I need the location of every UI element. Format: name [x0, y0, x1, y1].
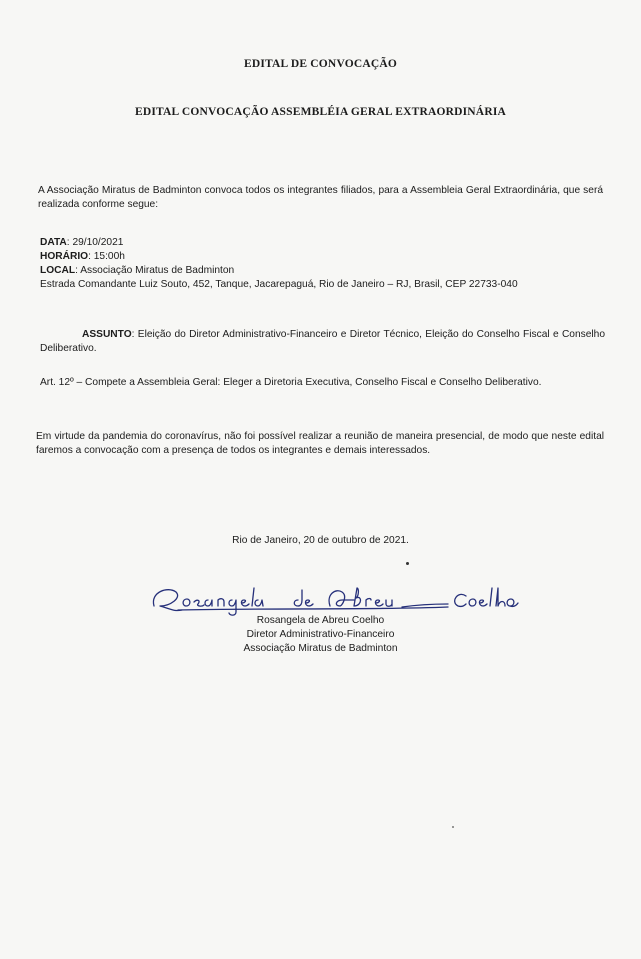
- time-value: : 15:00h: [88, 251, 125, 262]
- place-date: Rio de Janeiro, 20 de outubro de 2021.: [232, 535, 409, 546]
- document-subtitle: EDITAL CONVOCAÇÃO ASSEMBLÉIA GERAL EXTRAORDINÁRIA: [134, 106, 507, 118]
- subject-paragraph: [40, 328, 605, 356]
- document-title: EDITAL DE CONVOCAÇÃO: [243, 58, 398, 70]
- signatory-name: Rosangela de Abreu Coelho: [256, 615, 385, 626]
- date-label: DATA: [40, 237, 67, 248]
- article-paragraph: Art. 12º – Compete a Assembleia Geral: Eleger a Diretoria Executiva, Conselho Fiscal e Conselho Deliberativo.: [40, 377, 542, 388]
- time-line: [40, 250, 620, 264]
- speck: [406, 562, 409, 565]
- address-line: Estrada Comandante Luiz Souto, 452, Tanque, Jacarepaguá, Rio de Janeiro – RJ, Brasil, CEP 22733-040: [40, 279, 518, 290]
- signatory-block: [0, 614, 641, 656]
- subject-text: : Eleição do Diretor Administrativo-Financeiro e Diretor Técnico, Eleição do Conselho Fiscal e Conselho Deliberativo.: [40, 329, 605, 354]
- pandemic-paragraph: Em virtude da pandemia do coronavírus, não foi possível realizar a reunião de maneira presencial, de modo que neste edital faremos a convocação com a presença de todos os integrantes e demais interessados.: [36, 431, 604, 456]
- date-value: : 29/10/2021: [66, 237, 124, 248]
- signatory-organization: Associação Miratus de Badminton: [243, 643, 398, 654]
- place-line: [40, 264, 620, 278]
- speck: [452, 826, 454, 828]
- place-value: : Associação Miratus de Badminton: [75, 265, 235, 276]
- meeting-details: [40, 236, 620, 292]
- time-label: HORÁRIO: [40, 251, 89, 262]
- place-label: LOCAL: [40, 265, 76, 276]
- date-line: [40, 236, 620, 250]
- signatory-role: Diretor Administrativo-Financeiro: [246, 629, 395, 640]
- intro-paragraph: A Associação Miratus de Badminton convoca todos os integrantes filiados, para a Assembleia Geral Extraordinária, que será realizada conforme segue:: [38, 185, 603, 210]
- subject-label: ASSUNTO: [82, 329, 132, 340]
